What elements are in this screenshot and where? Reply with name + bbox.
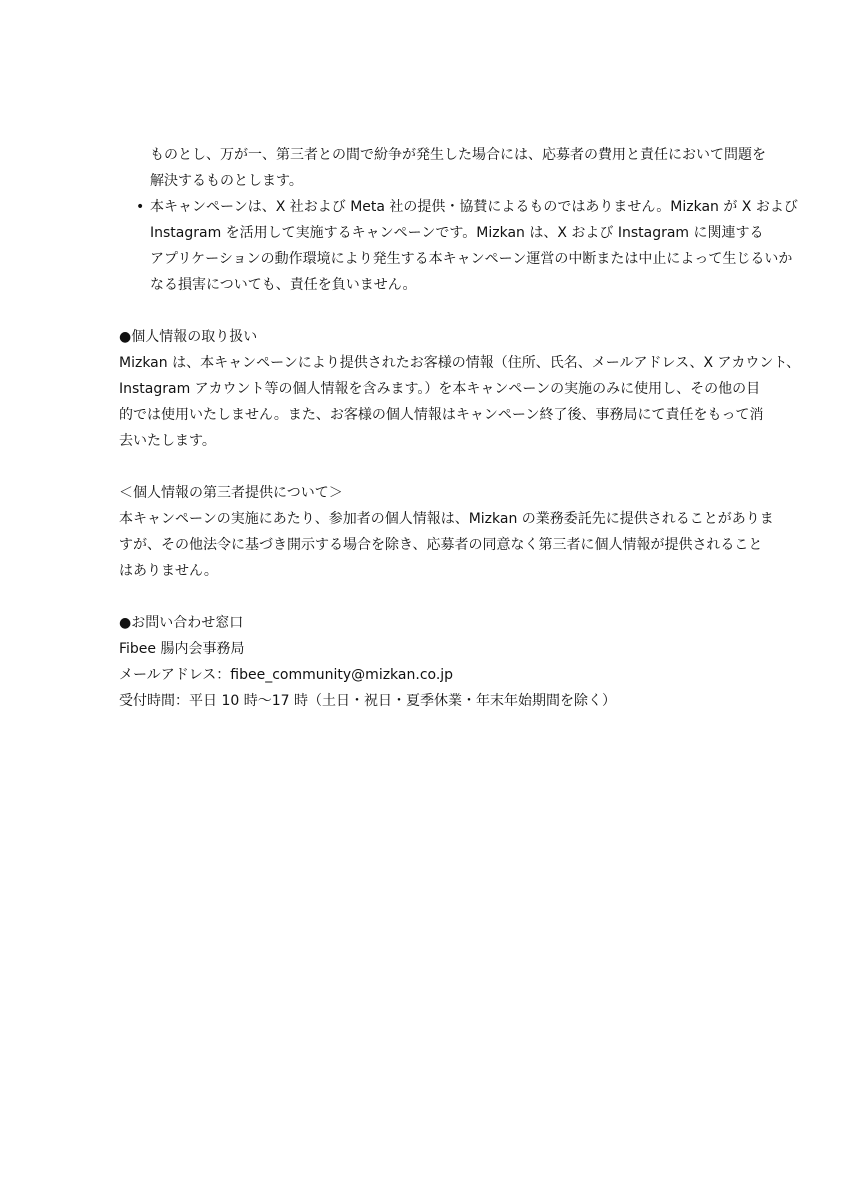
disclaimer-bullet <box>119 194 798 298</box>
spacer <box>119 584 733 610</box>
bullet-icon: • <box>136 199 145 215</box>
text-line: はありません。 <box>119 563 218 579</box>
text-line: 的では使用いたしません。また、お客様の個人情報はキャンペーン終了後、事務局にて責任をもって消 <box>119 407 764 423</box>
text-line: ものとし、万が一、第三者との間で紛争が発生した場合には、応募者の費用と責任において問題を <box>150 147 766 163</box>
contact-office: Fibee 腸内会事務局 <box>119 641 245 657</box>
contact-email: メールアドレス：fibee_community@mizkan.co.jp <box>119 667 454 683</box>
intro-continuation <box>119 142 766 194</box>
contact-hours: 受付時間：平日 10 時～17 時（土日・祝日・夏季休業・年末年始期間を除く） <box>119 693 616 709</box>
section-heading: ●個人情報の取り扱い <box>119 329 258 345</box>
privacy-section <box>119 324 801 454</box>
third-party-section <box>119 480 774 584</box>
text-line: 本キャンペーンは、X 社および Meta 社の提供・協賛によるものではありません。Mizkan が X および <box>150 199 798 215</box>
document-body <box>119 142 801 714</box>
contact-section <box>119 610 733 714</box>
text-line: Instagram アカウント等の個人情報を含みます。）を本キャンペーンの実施のみに使用し、その他の目 <box>119 381 761 397</box>
text-line: すが、その他法令に基づき開示する場合を除き、応募者の同意なく第三者に個人情報が提供されること <box>119 537 763 553</box>
section-heading: ●お問い合わせ窓口 <box>119 615 244 631</box>
spacer <box>119 298 733 324</box>
text-line: 本キャンペーンの実施にあたり、参加者の個人情報は、Mizkan の業務委託先に提供されることがありま <box>119 511 774 527</box>
text-line: Mizkan は、本キャンペーンにより提供されたお客様の情報（住所、氏名、メールアドレス、X アカウント、 <box>119 355 801 371</box>
text-line: 解決するものとします。 <box>150 173 303 189</box>
text-line: Instagram を活用して実施するキャンペーンです。Mizkan は、X および Instagram に関連する <box>150 225 764 241</box>
spacer <box>119 454 733 480</box>
section-heading: ＜個人情報の第三者提供について＞ <box>119 485 343 501</box>
text-line: アプリケーションの動作環境により発生する本キャンペーン運営の中断または中止によって生じるいか <box>150 251 793 267</box>
text-line: 去いたします。 <box>119 433 216 449</box>
text-line: なる損害についても、責任を負いません。 <box>150 277 417 293</box>
